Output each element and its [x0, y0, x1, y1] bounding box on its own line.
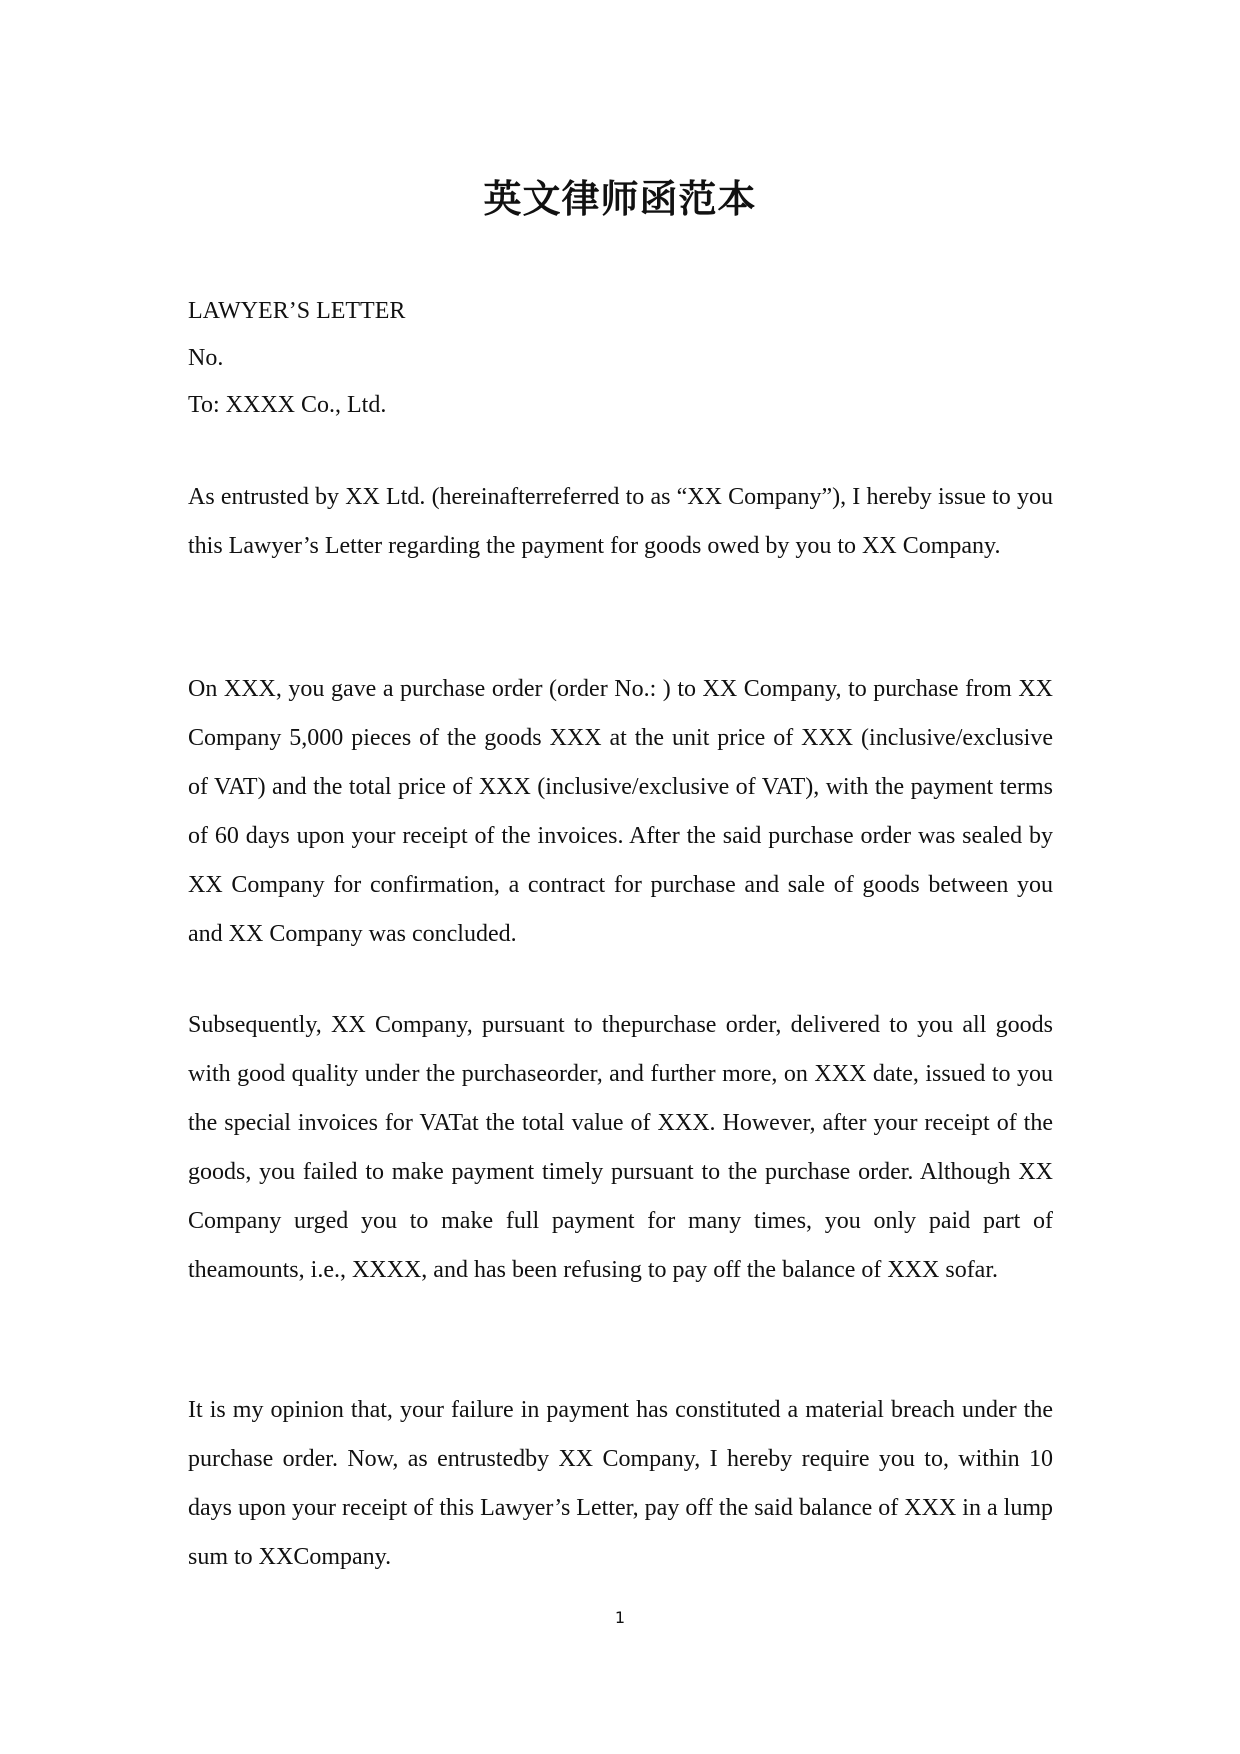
- paragraph-purchase-order: On XXX, you gave a purchase order (order No.: ) to XX Company, to purchase from XX Company 5,000 pieces of the goods XXX at the unit price of XXX (inclusive/exclusive of VAT) and the total price of XXX (inclusive/exclusive of VAT), with the payment terms of 60 days upon your receipt of the invoices. After the said purchase order was sealed by XX Company for confirmation, a contract for purchase and sale of goods between you and XX Company was concluded.: [188, 676, 1053, 947]
- page-number: 1: [614, 1608, 626, 1627]
- letter-recipient: To: XXXX Co., Ltd.: [188, 392, 387, 418]
- letter-heading: LAWYER’S LETTER: [188, 298, 406, 324]
- paragraph-delivery-and-default: Subsequently, XX Company, pursuant to thepurchase order, delivered to you all goods with good quality under the purchaseorder, and further more, on XXX date, issued to you the special invoices for VATat the total value of XXX. However, after your receipt of the goods, you failed to make payment timely pursuant to the purchase order. Although XX Company urged you to make full payment for many times, you only paid part of theamounts, i.e., XXXX, and has been refusing to pay off the balance of XXX sofar.: [188, 1012, 1053, 1283]
- letter-number-label: No.: [188, 345, 224, 371]
- paragraph-entrustment: As entrusted by XX Ltd. (hereinafterreferred to as “XX Company”), I hereby issue to you this Lawyer’s Letter regarding the payment for goods owed by you to XX Company.: [188, 484, 1053, 559]
- document-title: 英文律师函范本: [483, 176, 757, 221]
- paragraph-demand: It is my opinion that, your failure in payment has constituted a material breach under the purchase order. Now, as entrustedby XX Company, I hereby require you to, within 10 days upon your receipt of this Lawyer’s Letter, pay off the said balance of XXX in a lump sum to XXCompany.: [188, 1397, 1053, 1570]
